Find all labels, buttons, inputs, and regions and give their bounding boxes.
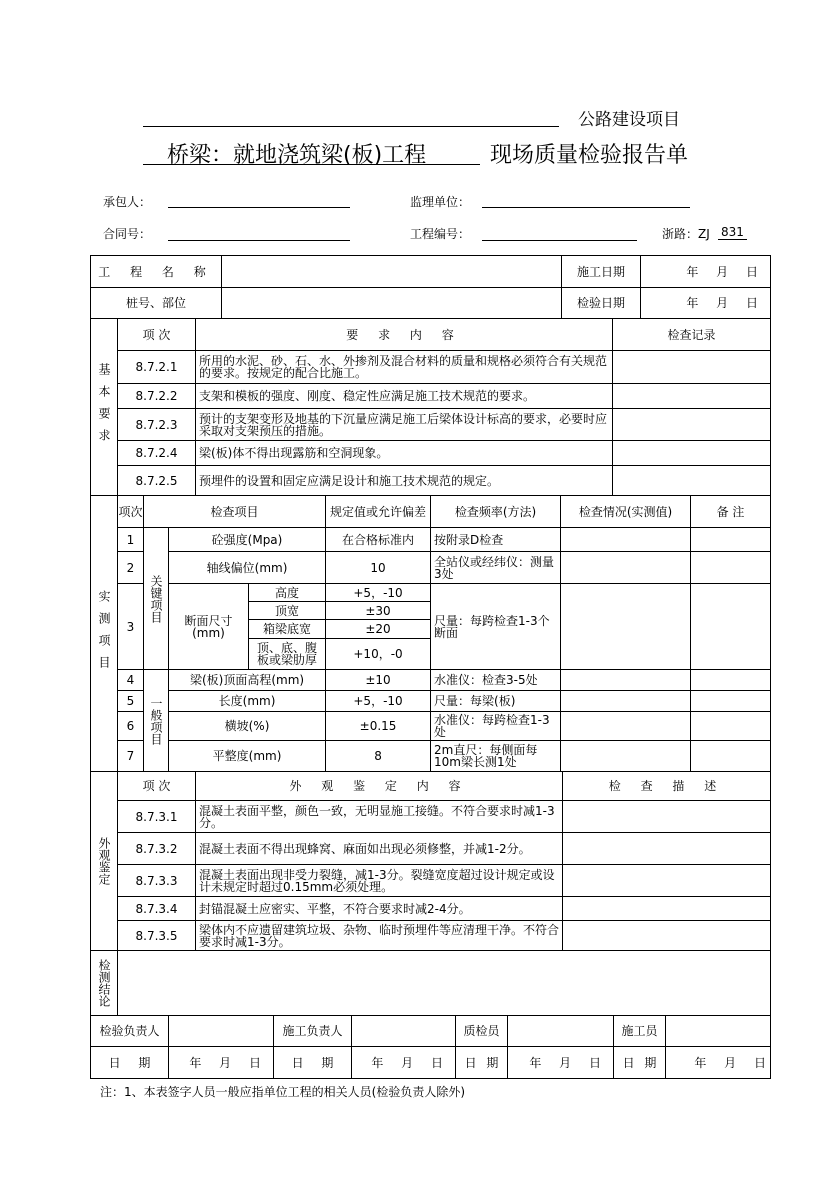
item-name: 梁(板)顶面高程(mm): [169, 670, 326, 691]
item-name: 横坡(%): [169, 712, 326, 741]
item-name: 断面尺寸(mm): [169, 584, 249, 670]
appearance-section-label: 外观鉴定: [91, 772, 118, 951]
sub-item-name: 顶、底、腹板或梁肋厚: [249, 639, 326, 670]
item-freq: 尺量：每跨检查1-3个断面: [431, 584, 561, 670]
item-result[interactable]: [561, 670, 691, 691]
title-right: 现场质量检验报告单: [490, 143, 689, 168]
item-freq: 尺量：每梁(板): [431, 691, 561, 712]
sub-item-name: 高度: [249, 584, 326, 602]
build-date-value[interactable]: 年 月 日: [641, 256, 771, 288]
item-result[interactable]: [561, 691, 691, 712]
contractor-field[interactable]: [168, 207, 350, 208]
appearance-col-no: 项 次: [118, 772, 196, 801]
contract-no-field[interactable]: [168, 240, 350, 241]
signature-table: [90, 1015, 771, 1079]
basic-row-record[interactable]: [613, 384, 771, 409]
measured-col-freq: 检查频率(方法): [431, 496, 561, 528]
footnote: 注：1、本表签字人员一般应指单位工程的相关人员(检验负责人除外): [100, 1085, 466, 1099]
basic-requirements-table: [90, 318, 771, 496]
title-left: 桥梁：就地浇筑梁(板)工程: [167, 143, 427, 168]
item-spec: +5，-10: [326, 584, 431, 602]
item-name: 平整度(mm): [169, 741, 326, 772]
appearance-row-no: 8.7.3.3: [118, 865, 196, 897]
contractor-label: 承包人：: [103, 195, 152, 209]
item-spec: +5，-10: [326, 691, 431, 712]
item-spec: 在合格标准内: [326, 528, 431, 552]
check-date-value[interactable]: 年 月 日: [641, 288, 771, 319]
worker-label: 施工员: [614, 1016, 666, 1047]
item-result[interactable]: [561, 552, 691, 584]
key-group-label: 关键项目: [144, 528, 169, 670]
item-name: 砼强度(Mpa): [169, 528, 326, 552]
project-name-label: 工 程 名 称: [91, 256, 222, 288]
item-no: 5: [118, 691, 144, 712]
appearance-row-text: 混凝土表面平整，颜色一致，无明显施工接缝。不符合要求时减1-3分。: [196, 801, 563, 833]
inspector-sign[interactable]: [169, 1016, 274, 1047]
item-note[interactable]: [691, 712, 771, 741]
item-freq: 全站仪或经纬仪：测量3处: [431, 552, 561, 584]
item-result[interactable]: [561, 528, 691, 552]
item-no: 6: [118, 712, 144, 741]
basic-row-text: 支架和模板的强度、刚度、稳定性应满足施工技术规范的要求。: [196, 384, 613, 409]
appearance-row-desc[interactable]: [563, 865, 771, 897]
basic-col-record: 检查记录: [613, 319, 771, 351]
item-spec: 10: [326, 552, 431, 584]
basic-row-no: 8.7.2.2: [118, 384, 196, 409]
basic-row-record[interactable]: [613, 466, 771, 496]
item-no: 3: [118, 584, 144, 670]
date-label: 日 期: [456, 1047, 508, 1079]
measured-col-spec: 规定值或允许偏差: [326, 496, 431, 528]
appearance-col-content: 外 观 鉴 定 内 容: [196, 772, 563, 801]
date-label: 日 期: [91, 1047, 169, 1079]
date-label: 日 期: [274, 1047, 352, 1079]
measured-col-result: 检查情况(实测值): [561, 496, 691, 528]
item-freq: 水准仪：检查3-5处: [431, 670, 561, 691]
build-lead-sign[interactable]: [352, 1016, 456, 1047]
conclusion-label: 检测结论: [91, 951, 118, 1016]
basic-row-no: 8.7.2.1: [118, 351, 196, 384]
date-value[interactable]: 年 月 日: [508, 1047, 614, 1079]
appearance-row-desc[interactable]: [563, 897, 771, 921]
station-value[interactable]: [222, 288, 562, 319]
measured-col-no: 项次: [118, 496, 144, 528]
general-group-label: 一般项目: [144, 670, 169, 772]
worker-sign[interactable]: [666, 1016, 771, 1047]
appearance-row-text: 混凝土表面不得出现蜂窝、麻面如出现必须修整，并减1-2分。: [196, 833, 563, 865]
station-label: 桩号、部位: [91, 288, 222, 319]
appearance-row-text: 混凝土表面出现非受力裂缝，减1-3分。裂缝宽度超过设计规定或设计未规定时超过0.15mm必须处理。: [196, 865, 563, 897]
project-name-line: [143, 126, 559, 127]
item-no: 2: [118, 552, 144, 584]
item-spec: +10，-0: [326, 639, 431, 670]
measured-col-note: 备 注: [691, 496, 771, 528]
project-no-field[interactable]: [482, 240, 637, 241]
item-note[interactable]: [691, 528, 771, 552]
item-spec: 8: [326, 741, 431, 772]
contract-no-label: 合同号：: [103, 227, 152, 241]
project-suffix: 公路建设项目: [578, 110, 680, 130]
appearance-row-no: 8.7.3.1: [118, 801, 196, 833]
appearance-row-no: 8.7.3.5: [118, 921, 196, 951]
item-result[interactable]: [561, 741, 691, 772]
basic-row-record[interactable]: [613, 409, 771, 441]
measured-col-item: 检查项目: [144, 496, 326, 528]
item-note[interactable]: [691, 670, 771, 691]
qc-sign[interactable]: [508, 1016, 614, 1047]
project-no-label: 工程编号：: [410, 227, 471, 241]
basic-row-record[interactable]: [613, 351, 771, 384]
info-table: [90, 255, 771, 319]
item-spec: ±30: [326, 602, 431, 620]
form-code: 831: [718, 225, 747, 240]
item-freq: 2m直尺：每侧面每10m梁长测1处: [431, 741, 561, 772]
item-note[interactable]: [691, 552, 771, 584]
item-spec: ±0.15: [326, 712, 431, 741]
item-note[interactable]: [691, 741, 771, 772]
form-code-label: 浙路：ZJ: [662, 227, 710, 241]
conclusion-table: [90, 950, 771, 1016]
basic-section-label: 基本要求: [91, 319, 118, 496]
item-note[interactable]: [691, 691, 771, 712]
appearance-row-desc[interactable]: [563, 921, 771, 951]
basic-row-no: 8.7.2.5: [118, 466, 196, 496]
appearance-row-no: 8.7.3.2: [118, 833, 196, 865]
appearance-row-desc[interactable]: [563, 833, 771, 865]
measured-section-label: 实测项目: [91, 496, 118, 772]
supervisor-label: 监理单位：: [410, 195, 471, 209]
date-value[interactable]: 年 月 日: [666, 1047, 771, 1079]
item-name: 轴线偏位(mm): [169, 552, 326, 584]
qc-label: 质检员: [456, 1016, 508, 1047]
appearance-row-text: 封锚混凝土应密实、平整，不符合要求时减2-4分。: [196, 897, 563, 921]
check-date-label: 检验日期: [562, 288, 641, 319]
basic-row-text: 预计的支架变形及地基的下沉量应满足施工后梁体设计标高的要求，必要时应采取对支架预压的措施。: [196, 409, 613, 441]
item-note[interactable]: [691, 584, 771, 670]
item-spec: ±20: [326, 620, 431, 639]
basic-row-text: 预埋件的设置和固定应满足设计和施工技术规范的规定。: [196, 466, 613, 496]
basic-row-text: 所用的水泥、砂、石、水、外掺剂及混合材料的质量和规格必须符合有关规范的要求。按规定的配合比施工。: [196, 351, 613, 384]
item-freq: 水准仪：每跨检查1-3处: [431, 712, 561, 741]
item-name: 长度(mm): [169, 691, 326, 712]
item-result[interactable]: [561, 584, 691, 670]
basic-col-content: 要 求 内 容: [196, 319, 613, 351]
date-value[interactable]: 年 月 日: [352, 1047, 456, 1079]
appearance-row-text: 梁体内不应遗留建筑垃圾、杂物、临时预埋件等应清理干净。不符合要求时减1-3分。: [196, 921, 563, 951]
item-freq: 按附录D检查: [431, 528, 561, 552]
item-result[interactable]: [561, 712, 691, 741]
appearance-col-desc: 检 查 描 述: [563, 772, 771, 801]
basic-col-no: 项 次: [118, 319, 196, 351]
basic-row-text: 梁(板)体不得出现露筋和空洞现象。: [196, 441, 613, 466]
item-spec: ±10: [326, 670, 431, 691]
build-date-label: 施工日期: [562, 256, 641, 288]
appearance-row-no: 8.7.3.4: [118, 897, 196, 921]
conclusion-field[interactable]: [118, 951, 771, 1016]
basic-row-no: 8.7.2.3: [118, 409, 196, 441]
appearance-table: [90, 771, 771, 951]
supervisor-field[interactable]: [482, 207, 690, 208]
inspector-label: 检验负责人: [91, 1016, 169, 1047]
item-no: 1: [118, 528, 144, 552]
date-value[interactable]: 年 月 日: [169, 1047, 274, 1079]
measured-items-table: [90, 495, 771, 772]
title-underline: [143, 164, 480, 165]
sub-item-name: 顶宽: [249, 602, 326, 620]
item-no: 4: [118, 670, 144, 691]
project-name-value[interactable]: [222, 256, 562, 288]
build-lead-label: 施工负责人: [274, 1016, 352, 1047]
sub-item-name: 箱梁底宽: [249, 620, 326, 639]
basic-row-record[interactable]: [613, 441, 771, 466]
date-label: 日 期: [614, 1047, 666, 1079]
appearance-row-desc[interactable]: [563, 801, 771, 833]
item-no: 7: [118, 741, 144, 772]
basic-row-no: 8.7.2.4: [118, 441, 196, 466]
